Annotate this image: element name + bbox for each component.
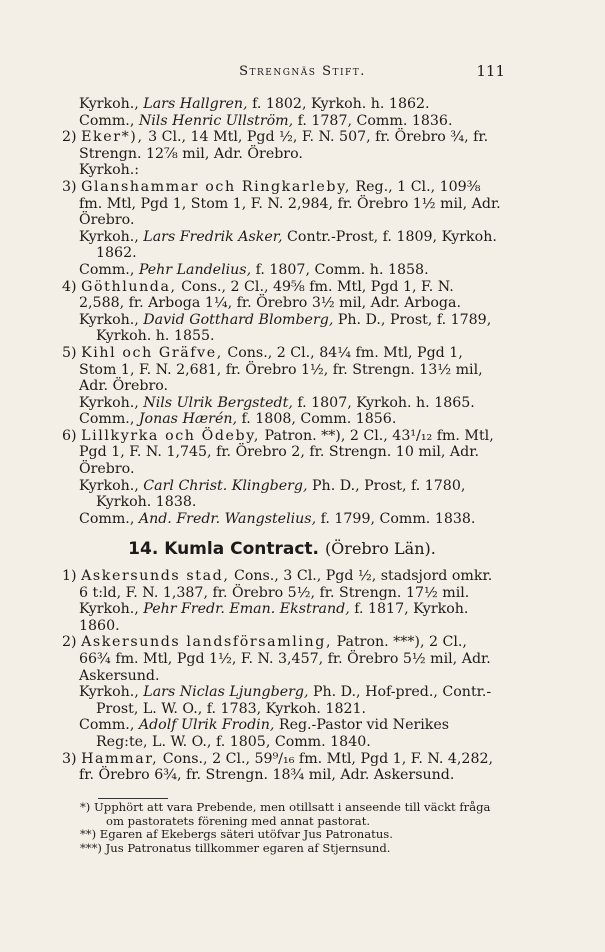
section-heading: 14. Kumla Contract. (Örebro Län).: [128, 539, 436, 560]
entry-line: Kyrkoh., Lars Niclas Ljungberg, Ph. D., Hof-pred., Contr.-Prost, L. W. O., f. 1783, Kyrkoh. 1821.: [79, 684, 492, 717]
page-number: 111: [476, 62, 505, 80]
entry-line: Comm., And. Fredr. Wangstelius, f. 1799, Comm. 1838.: [79, 510, 476, 527]
page-header: [0, 64, 605, 86]
footnote: **) Egaren af Ekebergs säteri utöfvar Jus Patronatus.: [80, 827, 393, 842]
parish-entry: 6) Lillkyrka och Ödeby, Patron. **), 2 Cl., 43¹/₁₂ fm. Mtl, Pgd 1, F. N. 1,745, fr. Örebro 2, fr. Strengn. 10 mil, Adr. Örebro.: [62, 427, 494, 478]
entry-line: Comm., Adolf Ulrik Frodin, Reg.-Pastor vid Nerikes Reg:te, L. W. O., f. 1805, Comm. 1840.: [79, 717, 450, 750]
parish-entry: 2) Askersunds landsförsamling, Patron. ***), 2 Cl., 66¾ fm. Mtl, Pgd 1½, F. N. 3,457, fr. Örebro 5½ mil, Adr. Askersund.: [62, 634, 491, 684]
parish-entry: 1) Askersunds stad, Cons., 3 Cl., Pgd ½, stadsjord omkr. 6 t:ld, F. N. 1,387, fr. Örebro 5½, fr. Strengn. 17½ mil.: [62, 568, 493, 601]
parish-entry: 2) Eker*), 3 Cl., 14 Mtl, Pgd ½, F. N. 507, fr. Örebro ¾, fr. Strengn. 12⅞ mil, Adr. Örebro.: [62, 129, 489, 162]
parish-entry: 5) Kihl och Gräfve, Cons., 2 Cl., 84¼ fm. Mtl, Pgd 1, Stom 1, F. N. 2,681, fr. Örebro 1½, fr. Strengn. 13½ mil, Adr. Örebro.: [62, 344, 483, 395]
footnote: *) Upphört att vara Prebende, men otillsatt i anseende till väckt fråga om pastoratets förening med annat pastorat.: [80, 799, 491, 828]
entry-line: Comm., Pehr Landelius, f. 1807, Comm. h. 1858.: [79, 261, 429, 278]
parish-entry: 3) Glanshammar och Ringkarleby, Reg., 1 Cl., 109⅜ fm. Mtl, Pgd 1, Stom 1, F. N. 2,984, fr. Örebro 1½ mil, Adr. Örebro.: [62, 178, 501, 229]
entry-line: Comm., Jonas Hærén, f. 1808, Comm. 1856.: [79, 411, 397, 428]
footnote-rule: [98, 798, 168, 799]
entry-line: Kyrkoh., Lars Hallgren, f. 1802, Kyrkoh. h. 1862.: [79, 96, 430, 112]
running-title: Strengnäs Stift.: [239, 64, 366, 79]
footnotes: [80, 801, 502, 856]
entry-line: Kyrkoh., Nils Ulrik Bergstedt, f. 1807, Kyrkoh. h. 1865.: [79, 394, 475, 411]
entry-line: Kyrkoh., Lars Fredrik Asker, Contr.-Prost, f. 1809, Kyrkoh. 1862.: [79, 228, 497, 262]
page-body: [62, 96, 502, 856]
entry-line: Kyrkoh.:: [79, 162, 140, 179]
entry-line: Kyrkoh., Pehr Fredr. Eman. Ekstrand, f. 1817, Kyrkoh. 1860.: [79, 601, 469, 634]
entry-line: Kyrkoh., David Gotthard Blomberg, Ph. D., Prost, f. 1789, Kyrkoh. h. 1855.: [79, 311, 492, 345]
entry-line: Comm., Nils Henric Ullström, f. 1787, Comm. 1836.: [79, 112, 453, 129]
footnote: ***) Jus Patronatus tillkommer egaren af Stjernsund.: [80, 841, 391, 856]
parish-entry: 4) Göthlunda, Cons., 2 Cl., 49⅝ fm. Mtl, Pgd 1, F. N. 2,588, fr. Arboga 1¼, fr. Örebro 3½ mil, Adr. Arboga.: [62, 278, 461, 312]
entry-line: Kyrkoh., Carl Christ. Klingberg, Ph. D., Prost, f. 1780, Kyrkoh. 1838.: [79, 477, 466, 511]
parish-entry: 3) Hammar, Cons., 2 Cl., 59⁹/₁₆ fm. Mtl, Pgd 1, F. N. 4,282, fr. Örebro 6¾, fr. Strengn. 18¾ mil, Adr. Askersund.: [62, 750, 494, 784]
